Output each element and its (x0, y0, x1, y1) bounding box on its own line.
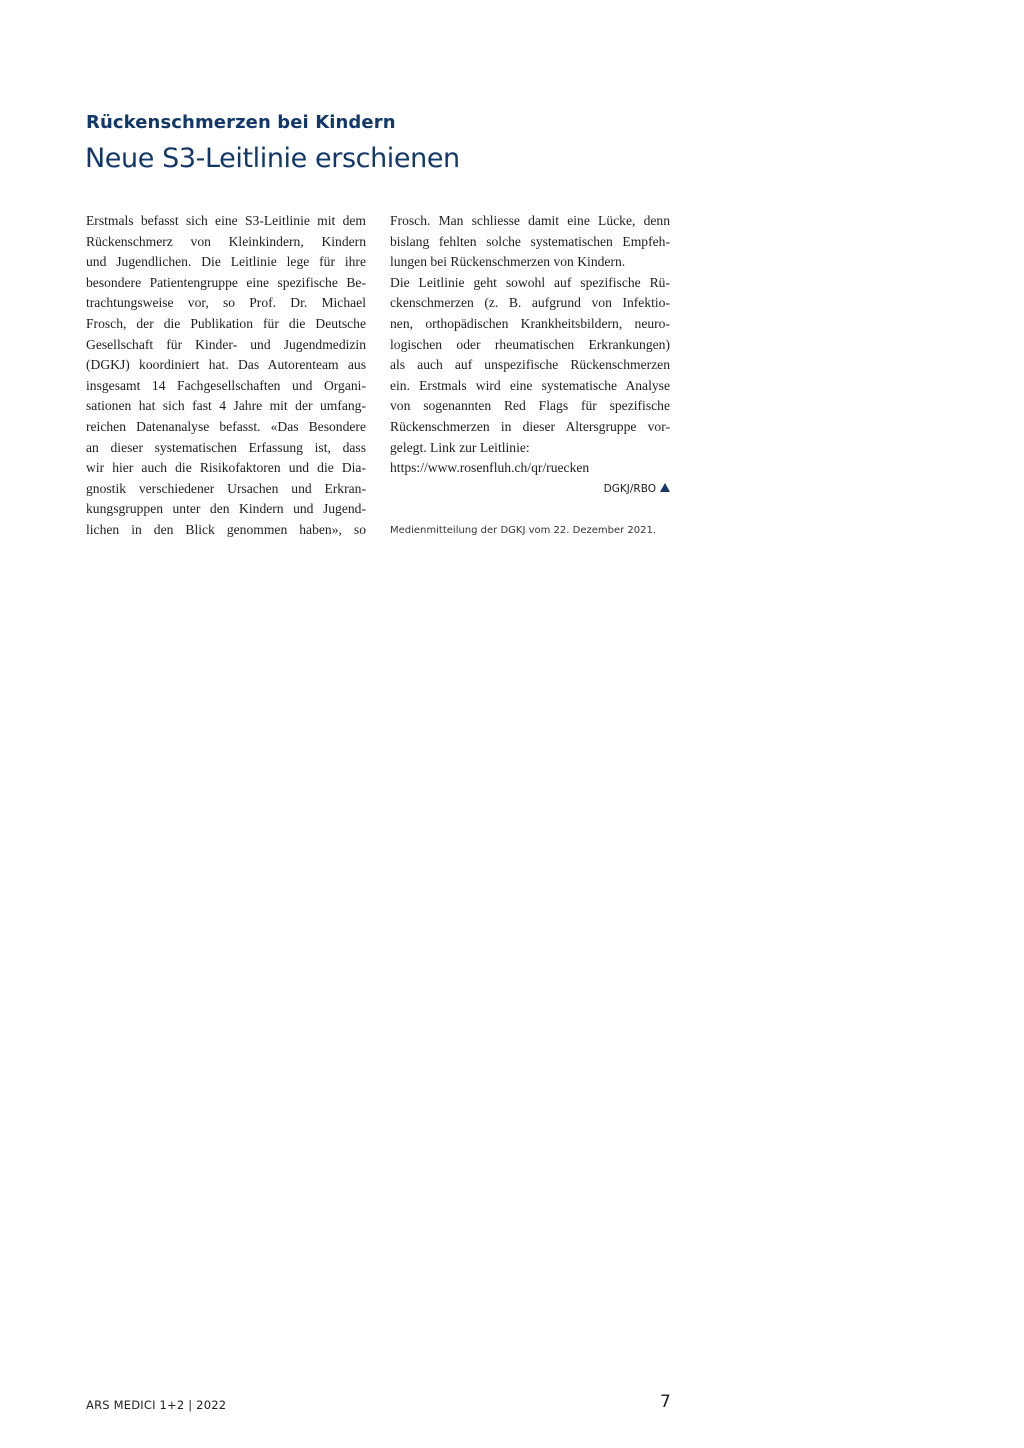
body-line: Rückenschmerz von Kleinkindern, Kindern (86, 233, 366, 249)
footer-page-number: 7 (660, 1392, 671, 1412)
body-line: nen, orthopädischen Krankheitsbildern, neuro- (390, 315, 670, 331)
body-line: und Jugendlichen. Die Leitlinie lege für ihre (86, 254, 366, 270)
end-triangle-icon (660, 483, 670, 492)
body-line: Gesellschaft für Kinder- und Jugendmedizin (86, 336, 366, 352)
body-line: als auch auf unspezifische Rückenschmerzen (390, 357, 670, 373)
body-line: ckenschmerzen (z. B. aufgrund von Infektio- (390, 295, 670, 311)
body-line: bislang fehlten solche systematischen Empfeh- (390, 233, 670, 249)
body-line: kungsgruppen unter den Kindern und Jugend- (86, 501, 366, 517)
article-source: Medienmitteilung der DGKJ vom 22. Dezember 2021. (390, 525, 657, 536)
body-line: lichen in den Blick genommen haben», so (86, 521, 366, 537)
body-line: reichen Datenanalyse befasst. «Das Besondere (86, 418, 366, 434)
body-line: (DGKJ) koordiniert hat. Das Autorenteam aus (86, 357, 366, 373)
body-line: an dieser systematischen Erfassung ist, dass (86, 439, 366, 455)
body-line: Frosch. Man schliesse damit eine Lücke, denn (390, 213, 670, 228)
article-column-left (86, 211, 366, 541)
body-line: Erstmals befasst sich eine S3-Leitlinie mit dem (86, 213, 366, 228)
body-line: gelegt. Link zur Leitlinie: (390, 439, 530, 455)
body-line: lungen bei Rückenschmerzen von Kindern. (390, 254, 626, 270)
body-line: von sogenannten Red Flags für spezifische (390, 398, 670, 414)
body-line: trachtungsweise vor, so Prof. Dr. Michael (86, 295, 366, 311)
footer-journal: ARS MEDICI 1+2 | 2022 (86, 1398, 227, 1412)
body-line: ein. Erstmals wird eine systematische Analyse (390, 377, 670, 393)
article-column-right (390, 211, 670, 479)
article-kicker: Rückenschmerzen bei Kindern (86, 112, 396, 133)
link-line[interactable]: https://www.rosenfluh.ch/qr/ruecken (390, 460, 590, 476)
body-line: besondere Patientengruppe eine spezifische Be- (86, 274, 366, 290)
body-line: gnostik verschiedener Ursachen und Erkran- (86, 480, 366, 496)
body-line: logischen oder rheumatischen Erkrankungen) (390, 336, 670, 352)
body-line: wir hier auch die Risikofaktoren und die Dia- (86, 460, 366, 476)
article-credit (390, 483, 670, 495)
body-line: insgesamt 14 Fachgesellschaften und Organi- (86, 377, 366, 393)
body-line: Rückenschmerzen in dieser Altersgruppe vor- (390, 418, 670, 434)
body-line: Frosch, der die Publikation für die Deutsche (86, 315, 366, 331)
credit-text: DGKJ/RBO (603, 483, 656, 495)
article-headline: Neue S3-Leitlinie erschienen (85, 143, 460, 174)
body-line: Die Leitlinie geht sowohl auf spezifische Rü- (390, 274, 670, 290)
body-line: sationen hat sich fast 4 Jahre mit der umfang- (86, 398, 366, 414)
